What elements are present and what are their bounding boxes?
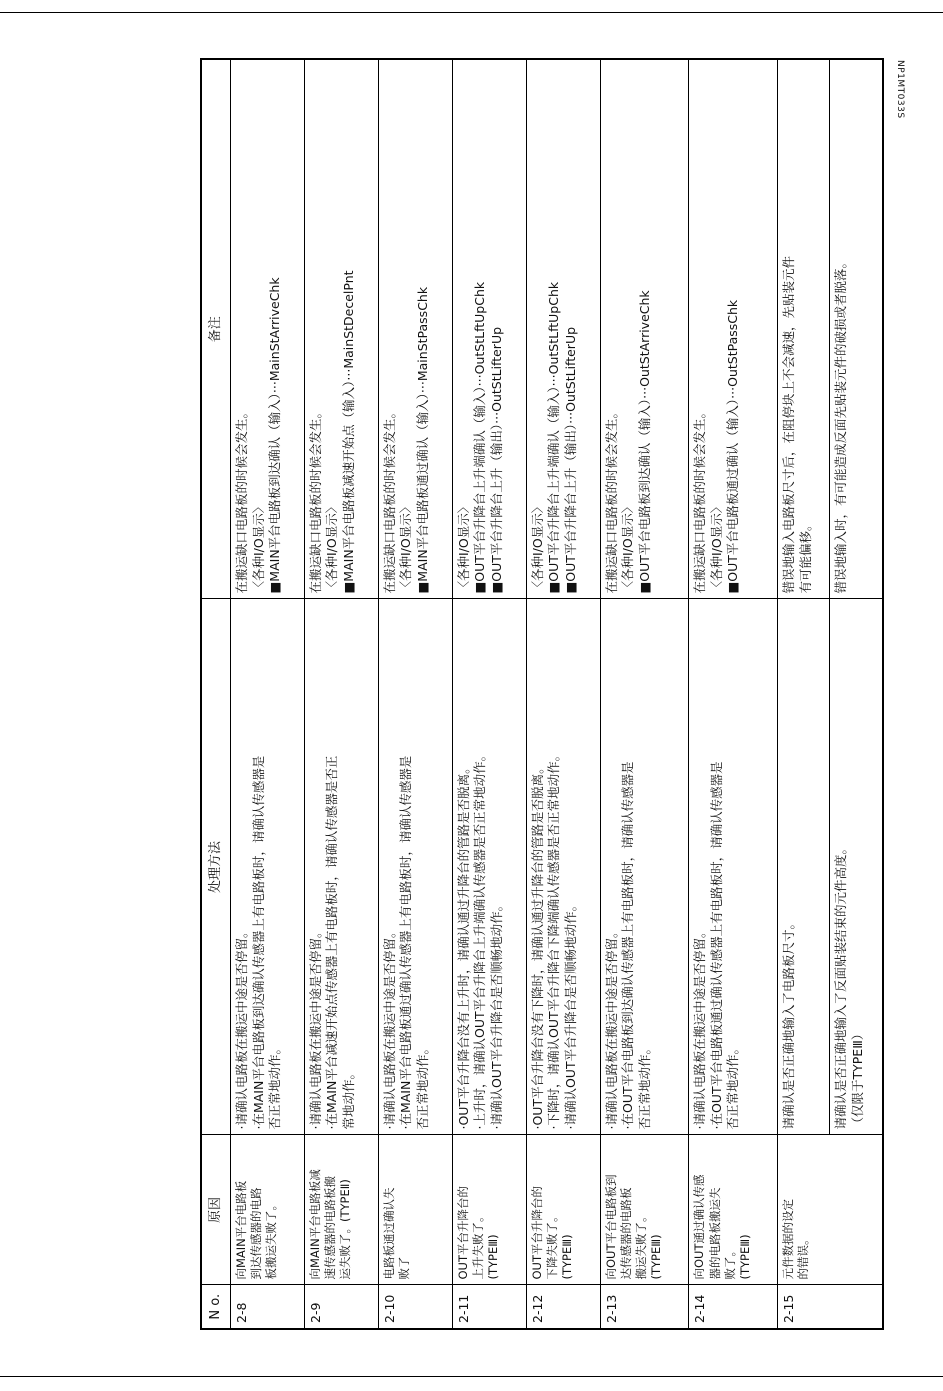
header-row [201, 59, 231, 1329]
method-cell [830, 599, 883, 1135]
row-number: 2-14 [689, 1285, 778, 1329]
text-line: ■OUT平台升降台上升（输出）···OutStLifterUp [488, 326, 504, 594]
troubleshooting-table [200, 58, 884, 1330]
text-line: ■OUT平台升降台上升端确认（输入）···OutStLftUpChk [472, 281, 488, 594]
cause-cell [304, 1135, 378, 1285]
text-line: ·请确认电路板在搬运中途是否停留。 [234, 925, 249, 1130]
text-line: 〈各种I/O显示〉 [398, 500, 414, 594]
text-line: ·请确认OUT平台升降台是否顺畅地动作。 [488, 898, 504, 1130]
method-cell [600, 599, 689, 1135]
method-cell [378, 599, 452, 1135]
cause-cell [526, 1135, 600, 1285]
text-line: 向MAIN平台电路板 [234, 1180, 248, 1280]
text-line: 〈各种I/O显示〉 [324, 500, 340, 594]
text-line: ·OUT平台升降台没有上升时，请确认通过升降台的管路是否脱离。 [455, 761, 471, 1130]
text-line: ·请确认电路板在搬运中途是否停留。 [307, 925, 323, 1130]
text-line: 达传感器的电路板 [619, 1187, 634, 1280]
text-line: 搬运失败了。 [634, 1210, 649, 1280]
text-line: ■MAIN平台电路板到达确认（输入）···MainStArriveChk [267, 277, 282, 594]
text-line: ·OUT平台升降台没有下降时，请确认通过升降台的管路是否脱离。 [529, 761, 545, 1130]
text-line: ·上升时，请确认OUT平台升降台上升端确认传感器是否正常地动作。 [472, 748, 488, 1130]
header-no: N o. [201, 1285, 231, 1329]
text-line: 板搬运失败了。 [264, 1199, 279, 1280]
table-row [304, 59, 378, 1329]
text-line: 〈各种I/O显示〉 [455, 500, 471, 594]
method-cell [231, 599, 305, 1135]
row-number: 2-15 [778, 1285, 883, 1329]
table-body [231, 59, 884, 1329]
note-cell [304, 59, 378, 599]
text-line: ■MAIN平台电路板减速开始点（输入）···MainStDecelPnt [340, 270, 356, 594]
row-number: 2-13 [600, 1285, 689, 1329]
text-line: ■OUT平台电路板到达确认（输入）···OutStArriveChk [636, 290, 652, 594]
cause-cell [778, 1135, 883, 1285]
note-cell [689, 59, 778, 599]
text-line: 错误地输入时，有可能造成反面先贴装元件的破损或者脱落。 [833, 255, 849, 594]
note-cell [526, 59, 600, 599]
method-cell [452, 599, 526, 1135]
row-number: 2-11 [452, 1285, 526, 1329]
header-note: 备注 [201, 59, 231, 599]
text-line: ■OUT平台电路板通过确认（输入）···OutStPassChk [725, 299, 741, 594]
row-number: 2-9 [304, 1285, 378, 1329]
cause-cell [231, 1135, 305, 1285]
header-cause: 原因 [201, 1135, 231, 1285]
text-line: ·请确认电路板在搬运中途是否停留。 [692, 925, 708, 1130]
text-line: (TYPEⅢ) [560, 1234, 575, 1280]
text-line: 元件数据的设定 [781, 1199, 796, 1280]
text-line: ■OUT平台升降台上升端确认（输入）···OutStLftUpChk [546, 281, 562, 594]
text-line: 否正常地动作。 [267, 1041, 282, 1130]
figure-code: NP1MT033S [895, 60, 905, 119]
text-line: 速传感器的电路板搬 [323, 1176, 338, 1280]
text-line: 在搬运缺口电路板的时候会发生。 [234, 405, 249, 594]
text-line: ·下降时，请确认OUT平台升降台下降端确认传感器是否正常地动作。 [546, 748, 562, 1130]
note-cell [830, 59, 883, 599]
text-line: (TYPEⅢ) [737, 1234, 752, 1280]
table-row [778, 59, 830, 1329]
note-cell [378, 59, 452, 599]
rotated-table-wrapper [200, 60, 884, 1330]
note-cell [778, 59, 830, 599]
text-line: 到达传感器的电路 [249, 1187, 264, 1280]
text-line: OUT平台升降台的 [529, 1186, 544, 1280]
text-line: ·请确认电路板在搬运中途是否停留。 [603, 925, 619, 1130]
text-line: 有可能偏移。 [797, 518, 813, 594]
cause-cell [452, 1135, 526, 1285]
text-line: 否正常地动作。 [636, 1041, 652, 1130]
method-cell [304, 599, 378, 1135]
text-line: ■MAIN平台电路板通过确认（输入）···MainStPassChk [414, 286, 430, 594]
text-line: 在搬运缺口电路板的时候会发生。 [603, 405, 619, 594]
text-line: （仅限于TYPEⅢ） [849, 1027, 865, 1130]
text-line: 〈各种I/O显示〉 [708, 500, 724, 594]
row-number: 2-12 [526, 1285, 600, 1329]
text-line: 〈各种I/O显示〉 [250, 500, 266, 594]
text-line: 否正常地动作。 [414, 1041, 430, 1130]
table-row [452, 59, 526, 1329]
text-line: 否正常地动作。 [725, 1041, 741, 1130]
bottom-rule [0, 1376, 943, 1377]
text-line: 向MAIN平台电路板减 [307, 1169, 322, 1280]
text-line: 的错误。 [796, 1233, 811, 1280]
table-row [526, 59, 600, 1329]
text-line: 上升失败了。 [471, 1210, 486, 1280]
text-line: 向OUT平台电路板到 [603, 1174, 618, 1280]
text-line: 〈各种I/O显示〉 [620, 500, 636, 594]
cause-cell [378, 1135, 452, 1285]
text-line: ·在OUT平台电路板通过确认传感器上有电路板时，请确认传感器是 [708, 761, 724, 1130]
text-line: 败了。 [722, 1245, 737, 1280]
note-cell [600, 59, 689, 599]
text-line: 常地动作。 [340, 1066, 356, 1130]
table-row [689, 59, 778, 1329]
text-line: 在搬运缺口电路板的时候会发生。 [692, 405, 708, 594]
table-row [600, 59, 689, 1329]
row-number: 2-8 [231, 1285, 305, 1329]
text-line: ·在MAIN平台电路板到达确认传感器上有电路板时，请确认传感器是 [250, 755, 266, 1130]
method-cell [778, 599, 830, 1135]
text-line: 运失败了。(TYPEⅡ) [338, 1179, 353, 1280]
text-line: 向OUT通过确认传感 [692, 1174, 707, 1280]
text-line: (TYPEⅢ) [486, 1234, 501, 1280]
text-line: 在搬运缺口电路板的时候会发生。 [307, 405, 323, 594]
text-line: (TYPEⅢ) [649, 1234, 664, 1280]
cause-cell [600, 1135, 689, 1285]
method-cell [689, 599, 778, 1135]
method-cell [526, 599, 600, 1135]
top-rule [0, 12, 943, 13]
note-cell [231, 59, 305, 599]
text-line: 电路板通过确认失 [381, 1187, 396, 1280]
text-line: ·请确认OUT平台升降台是否顺畅地动作。 [562, 898, 578, 1130]
table-row [231, 59, 305, 1329]
text-line: ·请确认电路板在搬运中途是否停留。 [381, 925, 397, 1130]
text-line: 器的电路板搬运失 [707, 1187, 722, 1280]
text-line: 下降失败了。 [545, 1210, 560, 1280]
text-line: 〈各种I/O显示〉 [529, 500, 545, 594]
text-line: OUT平台升降台的 [455, 1186, 470, 1280]
text-line: 败了 [397, 1256, 412, 1280]
text-line: 请确认是否正确地输入了电路板尺寸。 [781, 916, 797, 1130]
table-row [378, 59, 452, 1329]
text-line: ·在MAIN平台电路板通过确认传感器上有电路板时，请确认传感器是 [398, 755, 414, 1130]
text-line: ·在MAIN平台减速开始点传感器上有电路板时，请确认传感器是否正 [324, 755, 340, 1130]
text-line: 在搬运缺口电路板的时候会发生。 [381, 405, 397, 594]
header-method: 处理方法 [201, 599, 231, 1135]
note-cell [452, 59, 526, 599]
text-line: ■OUT平台升降台上升（输出）···OutStLifterUp [562, 326, 578, 594]
row-number: 2-10 [378, 1285, 452, 1329]
text-line: 错误地输入电路板尺寸后，在阻停块上不会减速，先贴装元件 [781, 255, 797, 594]
text-line: ·在OUT平台电路板到达确认传感器上有电路板时，请确认传感器是 [620, 761, 636, 1130]
text-line: 请确认是否正确地输入了反面贴装结束的元件高度。 [833, 841, 849, 1130]
cause-cell [689, 1135, 778, 1285]
